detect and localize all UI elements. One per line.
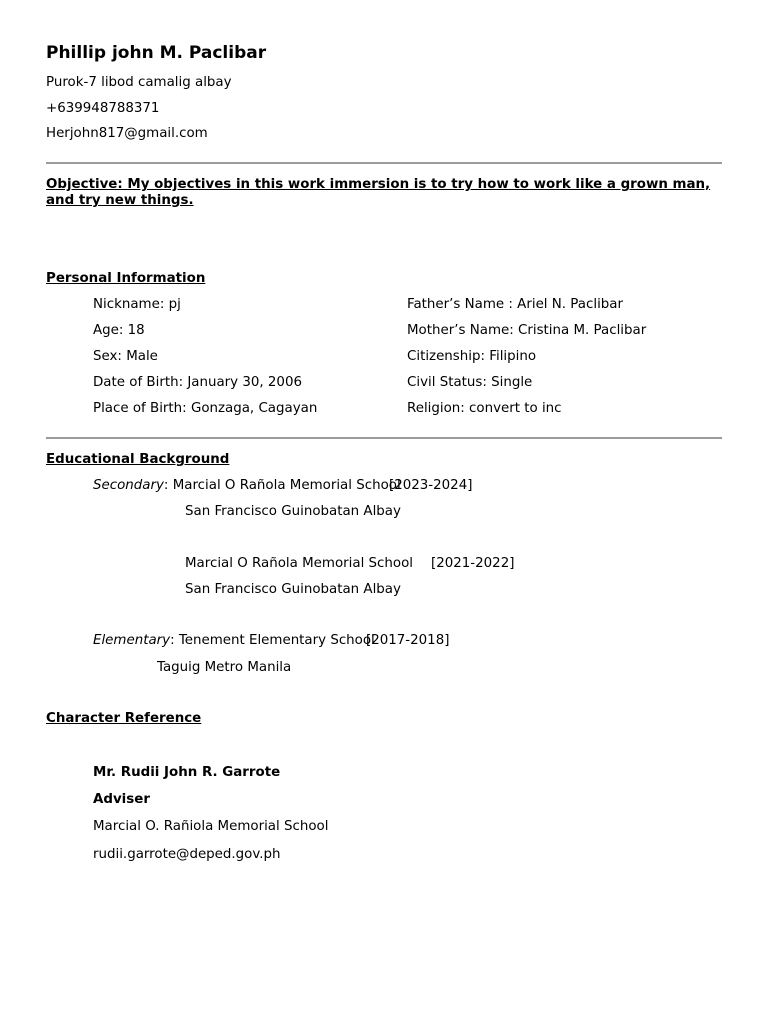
divider xyxy=(46,162,722,164)
personal-info-heading: Personal Information xyxy=(46,271,206,286)
elementary-school-name: : Tenement Elementary School xyxy=(170,633,375,648)
secondary-school-1-years: [2023-2024] xyxy=(389,478,473,493)
objective-text: Objective: My objectives in this work immersion is to try how to work like a grown man, and try new things. xyxy=(46,177,711,208)
elementary-label: Elementary xyxy=(93,633,171,648)
secondary-school-1 xyxy=(93,478,401,493)
fathers-name-field: Father’s Name : Ariel N. Paclibar xyxy=(407,297,624,312)
civil-status-field: Civil Status: Single xyxy=(407,375,533,390)
email-text: Herjohn817@gmail.com xyxy=(46,126,208,141)
resume-name: Phillip john M. Paclibar xyxy=(46,43,267,63)
reference-title: Adviser xyxy=(93,792,150,807)
education-heading: Educational Background xyxy=(46,452,230,467)
sex-field: Sex: Male xyxy=(93,349,158,364)
citizenship-field: Citizenship: Filipino xyxy=(407,349,537,364)
secondary-school-2-name: Marcial O Rañola Memorial School xyxy=(185,556,413,571)
secondary-school-2-years: [2021-2022] xyxy=(431,556,515,571)
reference-name: Mr. Rudii John R. Garrote xyxy=(93,765,281,780)
reference-school: Marcial O. Rañiola Memorial School xyxy=(93,819,329,834)
secondary-school-1-name: : Marcial O Rañola Memorial School xyxy=(163,478,401,493)
secondary-school-1-address: San Francisco Guinobatan Albay xyxy=(185,504,401,519)
religion-field: Religion: convert to inc xyxy=(407,401,562,416)
reference-email: rudii.garrote@deped.gov.ph xyxy=(93,847,281,862)
elementary-school-years: [2017-2018] xyxy=(366,633,450,648)
phone-text: +639948788371 xyxy=(46,101,160,116)
secondary-label: Secondary xyxy=(93,478,164,493)
divider xyxy=(46,437,722,439)
elementary-school-address: Taguig Metro Manila xyxy=(157,660,292,675)
secondary-school-2-address: San Francisco Guinobatan Albay xyxy=(185,582,401,597)
date-of-birth-field: Date of Birth: January 30, 2006 xyxy=(93,375,302,390)
elementary-school xyxy=(93,633,375,648)
age-field: Age: 18 xyxy=(93,323,145,338)
nickname-field: Nickname: pj xyxy=(93,297,181,312)
address-text: Purok-7 libod camalig albay xyxy=(46,75,232,90)
character-reference-heading: Character Reference xyxy=(46,711,202,726)
place-of-birth-field: Place of Birth: Gonzaga, Cagayan xyxy=(93,401,318,416)
mothers-name-field: Mother’s Name: Cristina M. Paclibar xyxy=(407,323,647,338)
